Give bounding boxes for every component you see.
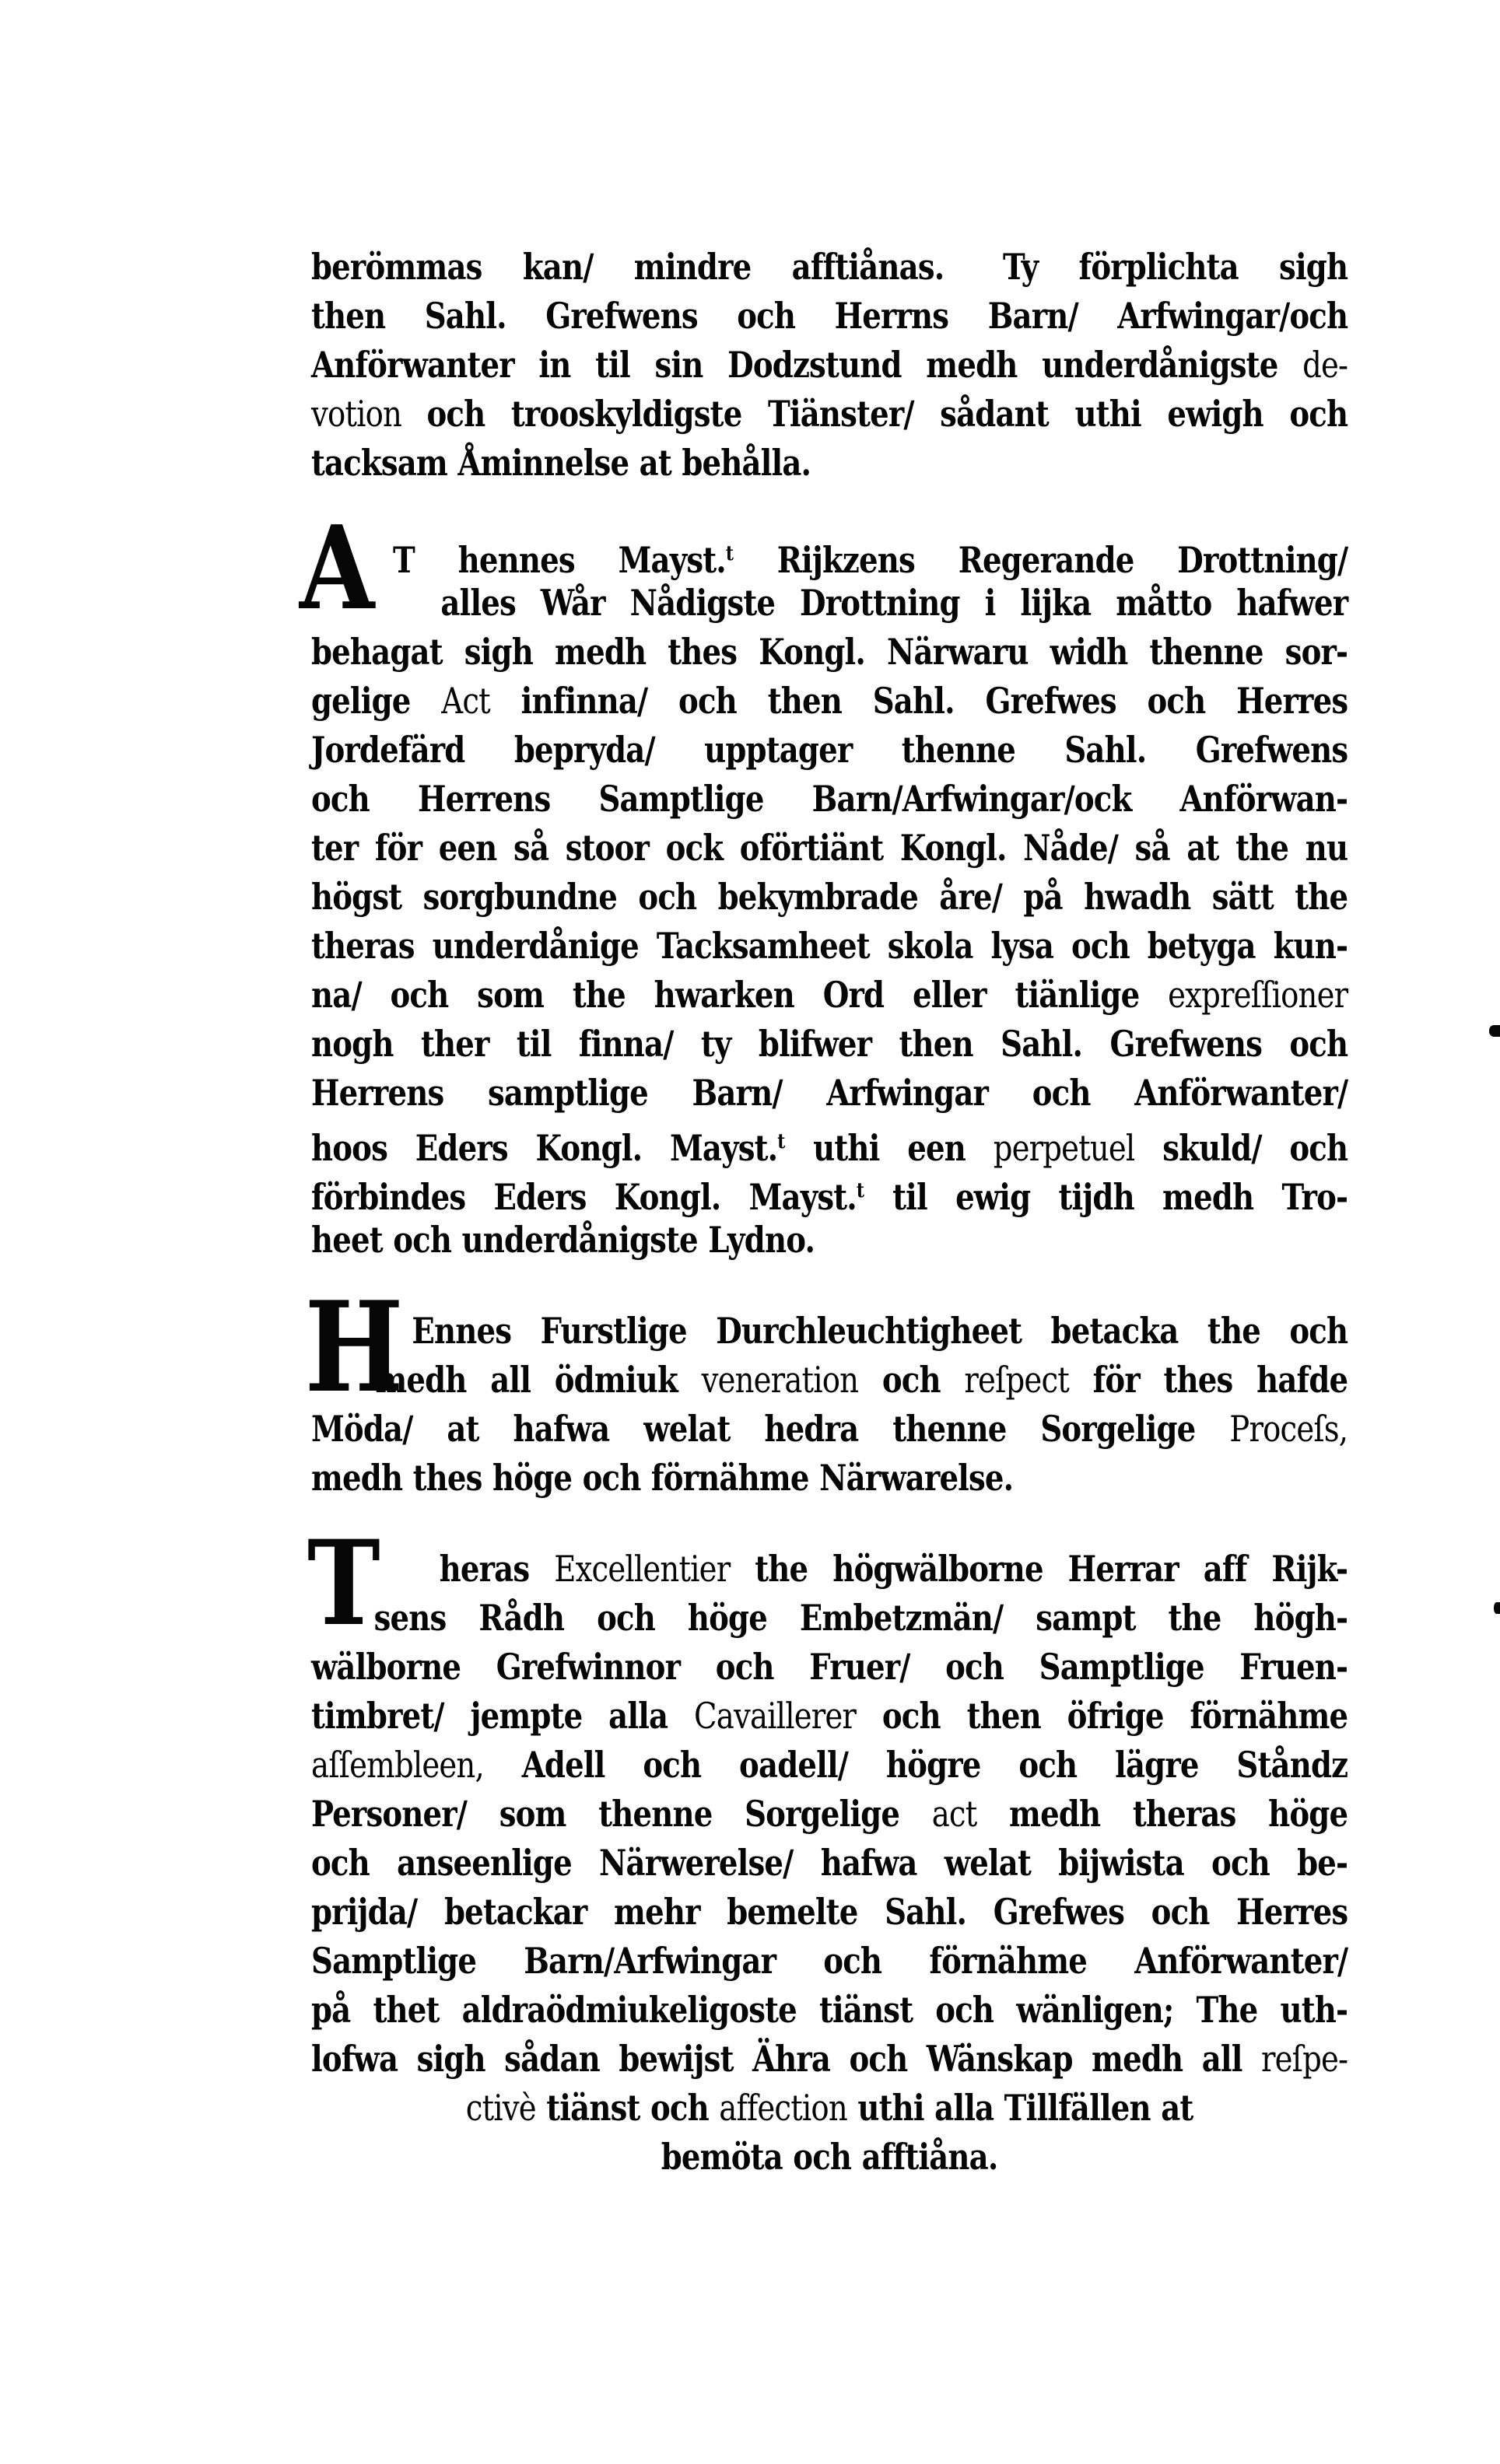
text-run-fraktur: Samptlige Barn/Arfwingar och förnähme Anförwanter/ (311, 1940, 1348, 1982)
text-run-fraktur: tacksam Åminnelse at behålla. (311, 442, 811, 484)
text-run-fraktur: berömmas kan/ mindre afftiånas. Ty förplichta sigh (311, 246, 1348, 288)
ink-blot-right-edge (1494, 1602, 1500, 1614)
text-run-antiqua: veneration (701, 1359, 859, 1401)
text-line (311, 726, 1348, 775)
text-line (311, 1307, 1348, 1356)
text-line (311, 530, 1348, 579)
text-run-fraktur: na/ och som the hwarken Ord eller tiänlige (311, 974, 1169, 1016)
text-line (311, 2133, 1348, 2182)
text-block (299, 243, 1348, 2182)
text-run-antiqua: votion (311, 393, 427, 435)
text-run-antiqua: expreſſioner (1168, 974, 1348, 1016)
text-run-fraktur: Jordefärd bepryda/ upptager thenne Sahl. Grefwens (311, 729, 1348, 771)
text-line (311, 1790, 1348, 1839)
text-run-antiqua: affection (719, 2087, 847, 2129)
text-line (311, 677, 1348, 726)
text-run-fraktur: Personer/ som thenne Sorgelige (311, 1793, 932, 1835)
text-run-fraktur: medh theras höge (976, 1793, 1348, 1835)
text-run-fraktur: bemöta och afftiåna. (661, 2136, 998, 2178)
text-run-antiqua: de- (1302, 344, 1348, 386)
text-line (311, 1839, 1348, 1888)
paragraph (311, 243, 1348, 488)
text-run-sup: t (856, 1179, 864, 1202)
text-run-fraktur: ter för een så stoor ock oförtiänt Kongl. Nåde/ så at the nu (311, 827, 1348, 869)
text-run-fraktur: sens Rådh och höge Embetzmän/ sampt the högh- (373, 1597, 1348, 1639)
text-line (311, 1118, 1348, 1167)
text-line (311, 579, 1348, 628)
text-run-fraktur: theras underdånige Tacksamheet skola lysa och betyga kun- (311, 925, 1348, 967)
text-line (311, 922, 1348, 971)
text-line (311, 1356, 1348, 1405)
text-run-fraktur: gelige (311, 680, 442, 722)
text-line (311, 2084, 1348, 2133)
text-line (311, 243, 1348, 292)
text-run-fraktur: uthi een (785, 1127, 994, 1169)
text-run-fraktur: heet och underdånigste Lydno. (311, 1219, 815, 1261)
text-run-fraktur: timbret/ jempte alla (311, 1695, 695, 1737)
text-run-antiqua: Cavaillerer (694, 1695, 857, 1737)
text-run-fraktur: T hennes Mayst. (393, 539, 726, 581)
text-line (311, 1643, 1348, 1692)
text-run-fraktur: Ennes Furstlige Durchleuchtigheet betacka the och (412, 1310, 1348, 1352)
text-line (311, 775, 1348, 824)
text-run-fraktur: Anförwanter in til sin Dodzstund medh underdånigste (311, 344, 1303, 386)
text-run-fraktur: uthi alla Tillfällen at (846, 2087, 1193, 2129)
text-line (311, 1545, 1348, 1594)
text-run-fraktur: medh thes höge och förnähme Närwarelse. (311, 1457, 1014, 1499)
text-run-fraktur: och (858, 1359, 965, 1401)
text-run-fraktur: för thes hafde (1068, 1359, 1348, 1401)
text-run-antiqua: perpetuel (993, 1127, 1135, 1169)
text-run-fraktur: förbindes Eders Kongl. Mayst. (311, 1176, 857, 1218)
text-run-fraktur: prijda/ betackar mehr bemelte Sahl. Grefwes och Herres (311, 1891, 1348, 1933)
text-line (311, 1888, 1348, 1937)
drop-cap-initial: A (299, 500, 374, 635)
text-run-antiqua: reſpe- (1260, 2038, 1348, 2080)
text-run-fraktur: alles Wår Nådigste Drottning i lijka måtto hafwer (440, 582, 1348, 624)
paragraph (299, 500, 1348, 1265)
text-line (311, 824, 1348, 873)
text-line (311, 292, 1348, 341)
text-run-antiqua: ctivè (465, 2087, 536, 2129)
text-run-fraktur: skuld/ och (1134, 1127, 1348, 1169)
text-run-fraktur: then Sahl. Grefwens och Herrns Barn/ Arfwingar/och (311, 295, 1348, 337)
text-line (311, 1405, 1348, 1454)
text-run-fraktur: wälborne Grefwinnor och Fruer/ och Samptlige Fruen- (311, 1646, 1348, 1688)
text-run-antiqua: reſpect (964, 1359, 1069, 1401)
text-line (311, 1937, 1348, 1986)
text-run-antiqua: act (931, 1793, 977, 1835)
text-run-fraktur: Rijkzens Regerande Drottning/ (733, 539, 1348, 581)
text-run-sup: t (777, 1130, 786, 1153)
text-run-antiqua: Excellentier (554, 1548, 731, 1590)
drop-cap-initial: H (304, 1274, 403, 1420)
text-run-fraktur: och trooskyldigste Tiänster/ sådant uthi ewigh och (426, 393, 1348, 435)
text-run-fraktur: nogh ther til finna/ ty blifwer then Sahl. Grefwens och (311, 1023, 1348, 1065)
text-line (311, 439, 1348, 488)
text-line (311, 390, 1348, 439)
text-run-fraktur: heras (439, 1548, 555, 1590)
text-run-fraktur: lofwa sigh sådan bewijst Ähra och Wänskap medh all (311, 2038, 1261, 2080)
text-run-antiqua: Act (441, 680, 490, 722)
text-line (311, 1594, 1348, 1643)
text-run-fraktur: behagat sigh medh thes Kongl. Närwaru widh thenne sor- (311, 631, 1348, 673)
text-run-fraktur: til ewig tijdh medh Tro- (864, 1176, 1348, 1218)
text-line (311, 341, 1348, 390)
text-run-fraktur: medh all ödmiuk (375, 1359, 702, 1401)
text-run-antiqua: aſſembleen, (311, 1744, 484, 1786)
text-run-sup: t (725, 542, 734, 565)
text-line (311, 628, 1348, 677)
text-line (311, 1986, 1348, 2035)
text-run-fraktur: på thet aldraödmiukeligoste tiänst och wänligen; The uth- (311, 1989, 1348, 2031)
text-line (311, 1167, 1348, 1216)
text-line (311, 1692, 1348, 1741)
text-run-fraktur: infinna/ och then Sahl. Grefwes och Herres (489, 680, 1348, 722)
paragraph (304, 1274, 1348, 1503)
text-run-fraktur: hoos Eders Kongl. Mayst. (311, 1127, 778, 1169)
text-line (311, 2035, 1348, 2084)
paragraph (307, 1515, 1348, 2182)
text-run-antiqua: Proceſs, (1229, 1408, 1348, 1450)
drop-cap-initial: T (307, 1515, 380, 1652)
text-run-fraktur: högst sorgbundne och bekymbrade åre/ på hwadh sätt the (311, 876, 1348, 918)
text-run-fraktur: tiänst och (535, 2087, 720, 2129)
text-run-fraktur: Möda/ at hafwa welat hedra thenne Sorgelige (311, 1408, 1230, 1450)
text-run-fraktur: the högwälborne Herrar aff Rijk- (730, 1548, 1348, 1590)
text-run-fraktur: Herrens samptlige Barn/ Arfwingar och Anförwanter/ (311, 1072, 1348, 1114)
text-line (311, 971, 1348, 1020)
text-line (311, 1216, 1348, 1265)
text-line (311, 1020, 1348, 1069)
text-run-fraktur: och anseenlige Närwerelse/ hafwa welat bijwista och be- (311, 1842, 1348, 1884)
text-line (311, 1069, 1348, 1118)
text-line (311, 873, 1348, 922)
text-run-fraktur: och Herrens Samptlige Barn/Arfwingar/ock Anförwan- (311, 778, 1348, 820)
text-line (311, 1741, 1348, 1790)
text-run-fraktur: och then öfrige förnähme (856, 1695, 1348, 1737)
text-run-fraktur: Adell och oadell/ högre och lägre Ståndz (483, 1744, 1348, 1786)
ink-blot-right-edge (1489, 1025, 1500, 1037)
text-line (311, 1454, 1348, 1503)
